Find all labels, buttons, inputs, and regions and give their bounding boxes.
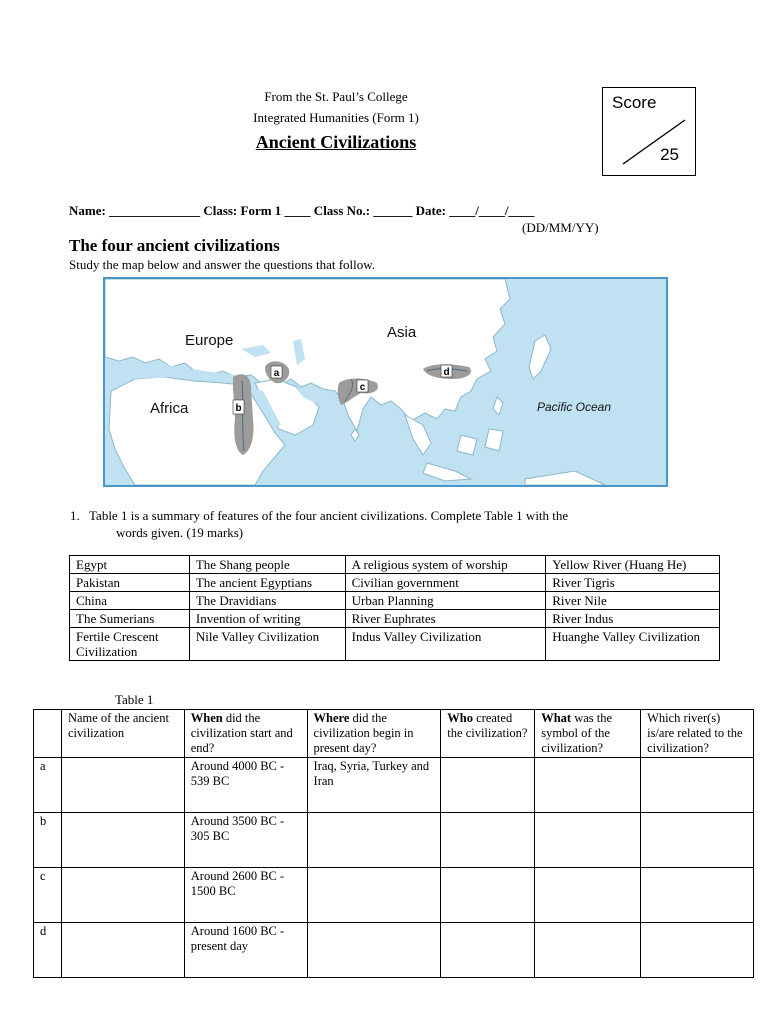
- answer-cell-which[interactable]: [641, 923, 754, 978]
- row-label: c: [34, 868, 62, 923]
- header-when: When did the civilization start and end?: [184, 710, 307, 758]
- header-blank: [34, 710, 62, 758]
- cell-when: Around 2600 BC - 1500 BC: [184, 868, 307, 923]
- svg-text:d: d: [443, 367, 450, 378]
- word-cell: Egypt: [70, 556, 190, 574]
- word-cell: Fertile Crescent Civilization: [70, 628, 190, 661]
- row-label: a: [34, 758, 62, 813]
- answer-cell-which[interactable]: [641, 868, 754, 923]
- answer-cell-name[interactable]: [61, 758, 184, 813]
- answer-cell-where[interactable]: [307, 813, 441, 868]
- answer-cell-which[interactable]: [641, 813, 754, 868]
- header-who: Who created the civilization?: [441, 710, 535, 758]
- table-row: [34, 758, 754, 813]
- word-cell: The ancient Egyptians: [189, 574, 345, 592]
- marker-b: [233, 400, 244, 414]
- table-caption: Table 1: [115, 692, 154, 707]
- instructions: Study the map below and answer the questions that follow.: [69, 257, 376, 272]
- answer-cell-where[interactable]: [307, 868, 441, 923]
- answer-cell-which[interactable]: [641, 758, 754, 813]
- table-row: [34, 923, 754, 978]
- question-number: 1.: [70, 508, 80, 523]
- svg-text:c: c: [359, 382, 366, 393]
- table-row: [34, 813, 754, 868]
- svg-text:a: a: [273, 368, 280, 379]
- question-text-cont: words given. (19 marks): [116, 525, 244, 540]
- marker-d: [441, 365, 452, 378]
- word-cell: River Nile: [546, 592, 720, 610]
- answer-cell-what[interactable]: [535, 813, 641, 868]
- header-which: Which river(s) is/are related to the civilization?: [641, 710, 754, 758]
- word-cell: China: [70, 592, 190, 610]
- word-cell: Nile Valley Civilization: [189, 628, 345, 661]
- score-total: 25: [660, 145, 679, 164]
- label-asia: Asia: [387, 324, 417, 341]
- header-where: Where did the civilization begin in present day?: [307, 710, 441, 758]
- word-cell: The Sumerians: [70, 610, 190, 628]
- table-row: [34, 868, 754, 923]
- answer-cell-name[interactable]: [61, 923, 184, 978]
- answer-cell-where[interactable]: [307, 923, 441, 978]
- row-label: b: [34, 813, 62, 868]
- subject-line: Integrated Humanities (Form 1): [253, 110, 419, 125]
- word-bank-table: [69, 555, 720, 661]
- word-cell: Invention of writing: [189, 610, 345, 628]
- cell-when: Around 4000 BC - 539 BC: [184, 758, 307, 813]
- word-cell: Civilian government: [345, 574, 546, 592]
- summary-table: [33, 709, 754, 978]
- marker-a: [271, 366, 282, 379]
- cell-where: Iraq, Syria, Turkey and Iran: [307, 758, 441, 813]
- word-cell: Indus Valley Civilization: [345, 628, 546, 661]
- cell-when: Around 1600 BC - present day: [184, 923, 307, 978]
- answer-cell-who[interactable]: [441, 758, 535, 813]
- table-row: [70, 574, 720, 592]
- table-row: [70, 592, 720, 610]
- section-heading: The four ancient civilizations: [69, 236, 280, 255]
- row-label: d: [34, 923, 62, 978]
- island: [457, 435, 477, 455]
- answer-cell-who[interactable]: [441, 813, 535, 868]
- score-label: Score: [612, 93, 657, 112]
- score-box: [602, 87, 696, 176]
- word-cell: Pakistan: [70, 574, 190, 592]
- word-cell: The Dravidians: [189, 592, 345, 610]
- word-cell: River Indus: [546, 610, 720, 628]
- word-cell: River Tigris: [546, 574, 720, 592]
- word-cell: River Euphrates: [345, 610, 546, 628]
- answer-cell-what[interactable]: [535, 758, 641, 813]
- answer-cell-what[interactable]: [535, 923, 641, 978]
- answer-cell-who[interactable]: [441, 868, 535, 923]
- word-cell: A religious system of worship: [345, 556, 546, 574]
- table-row: [70, 628, 720, 661]
- answer-cell-what[interactable]: [535, 868, 641, 923]
- word-cell: Huanghe Valley Civilization: [546, 628, 720, 661]
- student-info-line: Name: ______________ Class: Form 1 ____ Class No.: ______ Date: ____/____/____: [69, 203, 535, 218]
- answer-cell-name[interactable]: [61, 868, 184, 923]
- question-1: [70, 507, 680, 541]
- svg-text:b: b: [235, 403, 242, 414]
- table-row: [70, 556, 720, 574]
- label-europe: Europe: [185, 332, 234, 349]
- word-cell: Urban Planning: [345, 592, 546, 610]
- table-row: [70, 610, 720, 628]
- page-title: Ancient Civilizations: [255, 132, 417, 152]
- label-pacific-ocean: Pacific Ocean: [537, 400, 612, 414]
- civilizations-map: [103, 277, 668, 487]
- cell-when: Around 3500 BC - 305 BC: [184, 813, 307, 868]
- table-header-row: [34, 710, 754, 758]
- map-image: [105, 279, 666, 485]
- header-what: What was the symbol of the civilization?: [535, 710, 641, 758]
- answer-cell-name[interactable]: [61, 813, 184, 868]
- header-name: Name of the ancient civilization: [61, 710, 184, 758]
- word-cell: Yellow River (Huang He): [546, 556, 720, 574]
- date-format-hint: (DD/MM/YY): [522, 220, 599, 235]
- answer-cell-who[interactable]: [441, 923, 535, 978]
- question-text: Table 1 is a summary of features of the four ancient civilizations. Complete Table 1 with the: [89, 508, 569, 523]
- word-cell: The Shang people: [189, 556, 345, 574]
- school-name: From the St. Paul’s College: [264, 89, 408, 104]
- label-africa: Africa: [150, 400, 189, 417]
- marker-c: [357, 380, 368, 393]
